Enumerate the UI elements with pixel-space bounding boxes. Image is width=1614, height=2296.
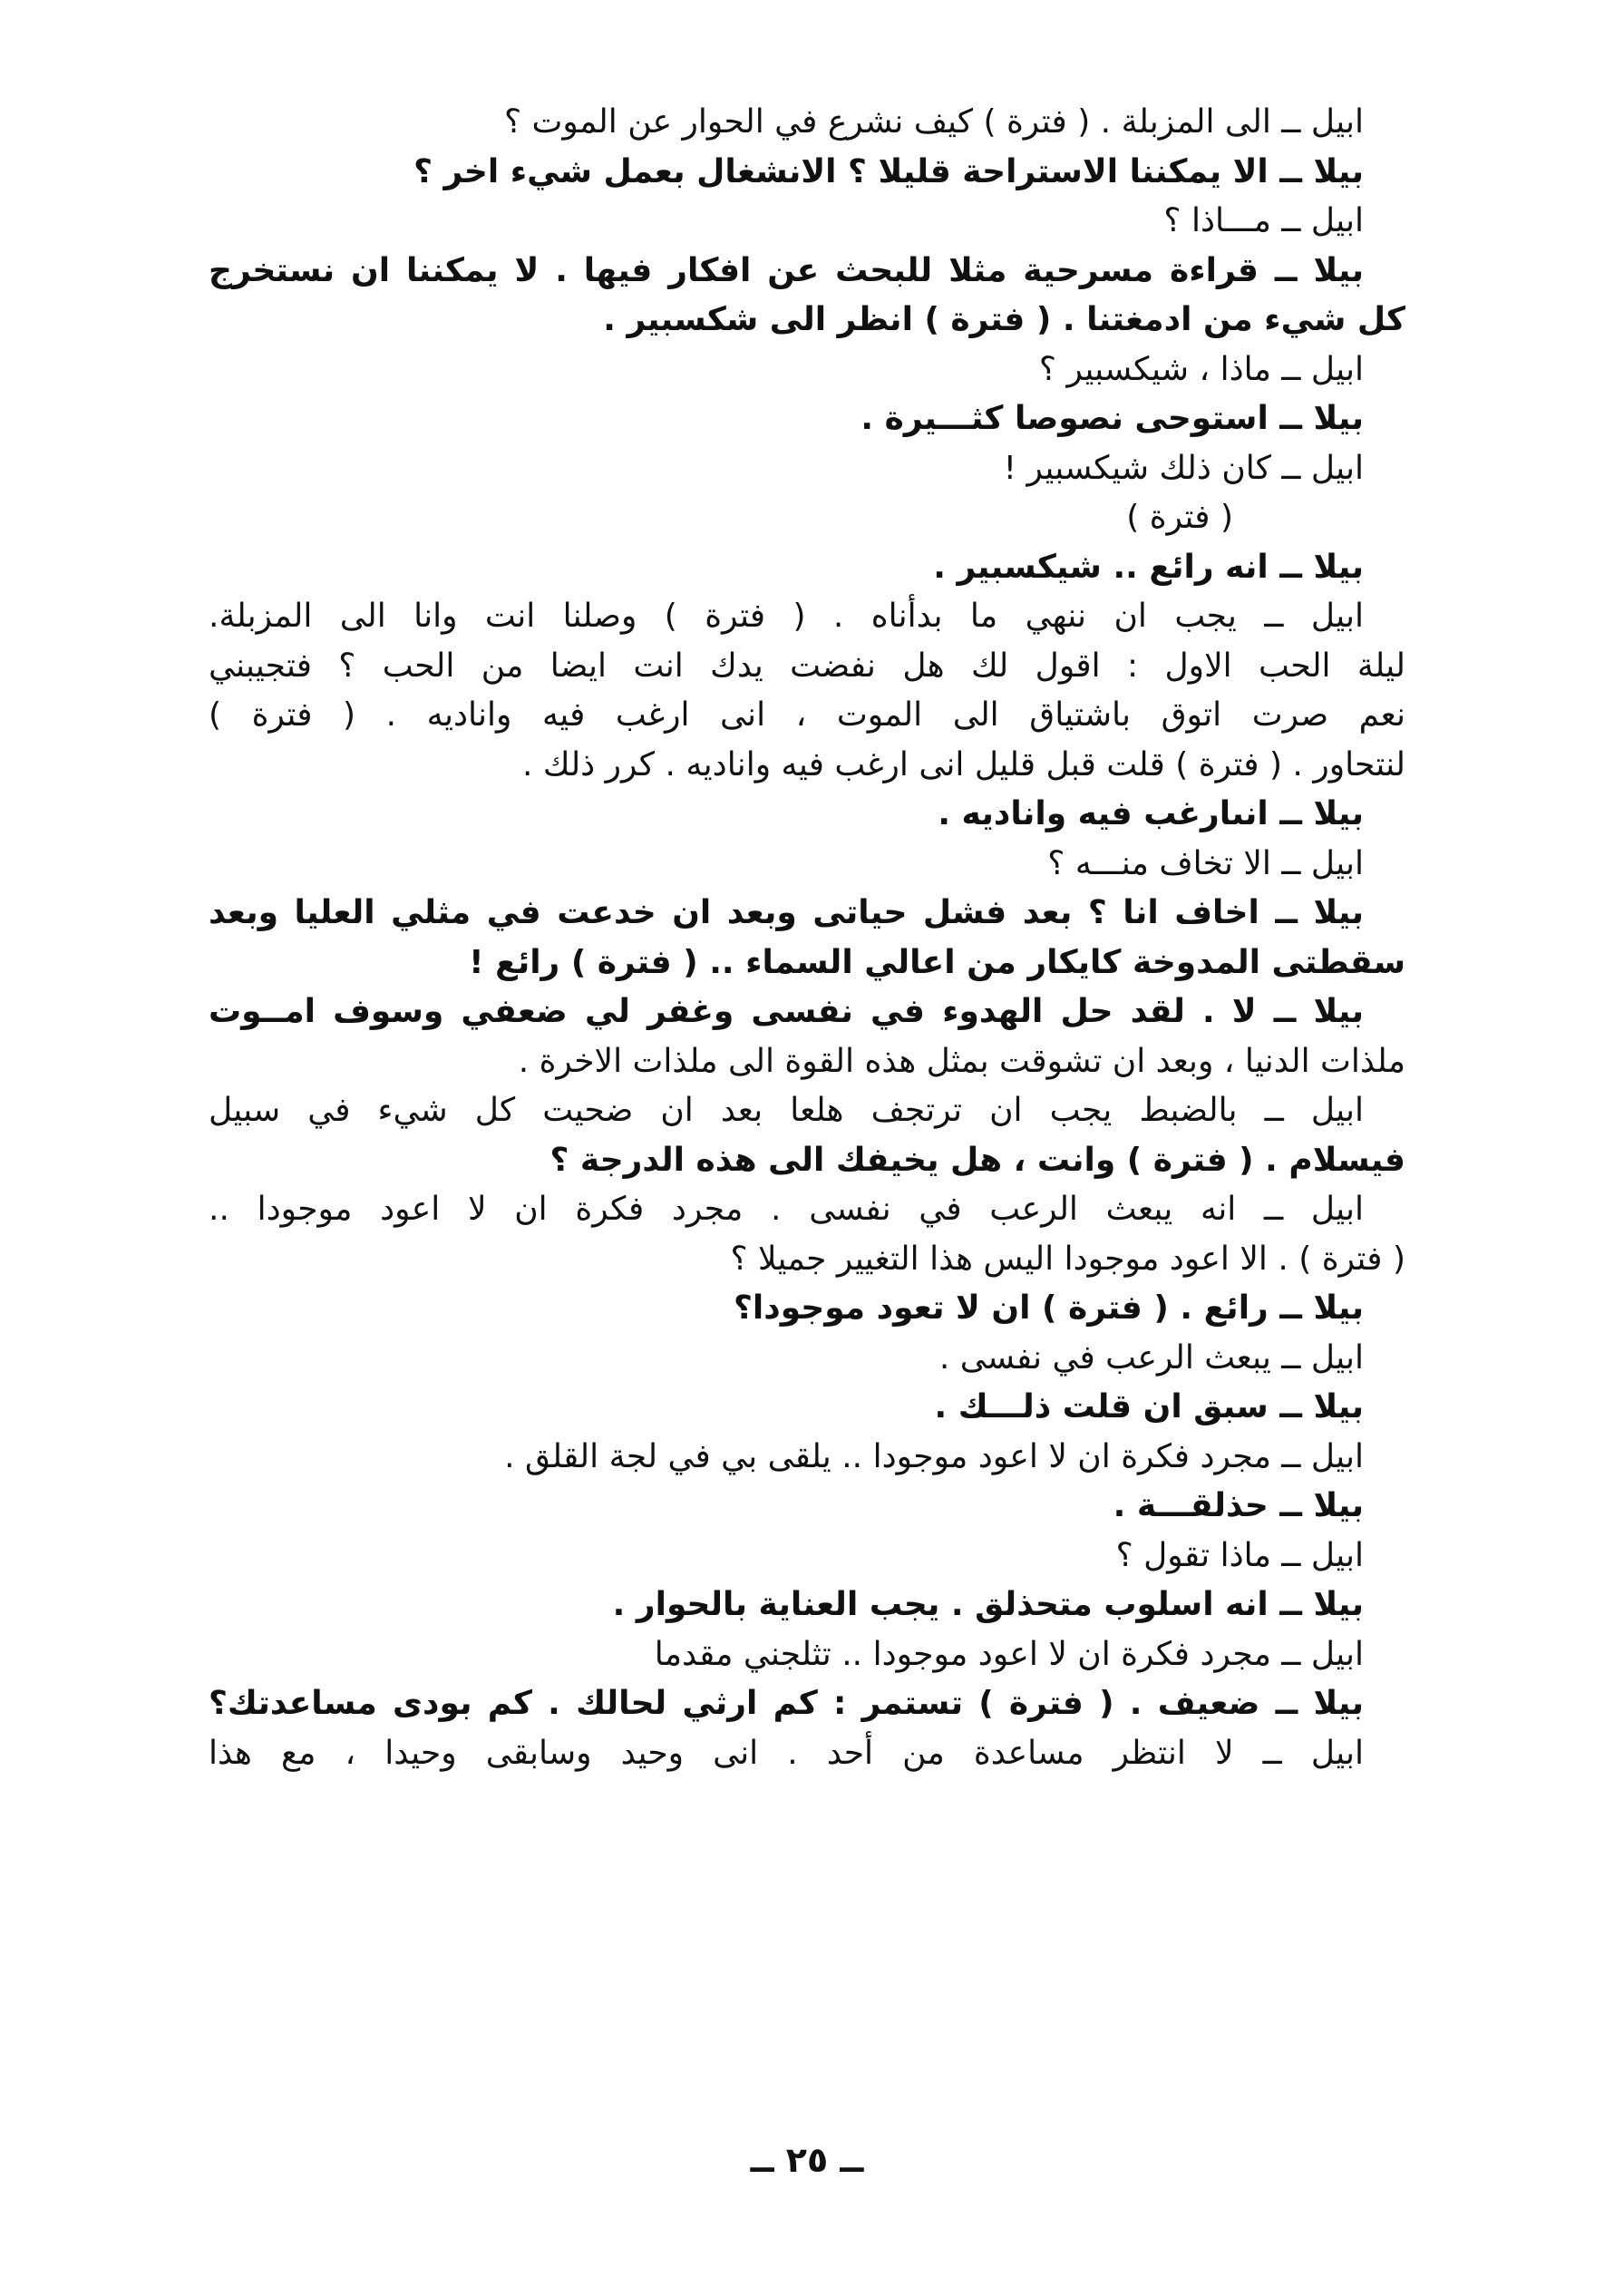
text-line: بيلا ــ لا . لقد حل الهدوء في نفسى وغفر لي ضعفي وسوف امــوت — [209, 993, 1364, 1030]
text-line: ابيل ــ الا تخاف منـــه ؟ — [1047, 844, 1364, 882]
text-line: نعم صرت اتوق باشتياق الى الموت ، انى ارغب فيه واناديه . ( فترة ) — [209, 696, 1405, 734]
text-line: ابيل ــ لا انتظر مساعدة من أحد . انى وحيد وسابقى وحيدا ، مع هذا — [209, 1734, 1364, 1772]
text-line: بيلا ــ سبق ان قلت ذلـــك . — [934, 1388, 1364, 1425]
text-line: بيلا ــ انه رائع .. شيكسبير . — [933, 548, 1364, 586]
text-line: ابيل ــ ماذا تقول ؟ — [1115, 1536, 1364, 1574]
text-line: ابيل ــ مـــاذا ؟ — [1163, 202, 1364, 239]
text-line: ابيل ــ انه يبعث الرعب في نفسى . مجرد فكرة ان لا اعود موجودا .. — [209, 1191, 1364, 1228]
text-line: ليلة الحب الاول : اقول لك هل نفضت يدك انت ايضا من الحب ؟ فتجيبني — [209, 647, 1405, 685]
text-line: كل شيء من ادمغتنا . ( فترة ) انظر الى شكسبير . — [603, 301, 1405, 338]
text-line: بيلا ــ انه اسلوب متحذلق . يجب العناية بالحوار . — [612, 1586, 1364, 1623]
text-line: بيلا ــ حذلقـــة . — [1113, 1487, 1364, 1524]
text-line: ملذات الدنيا ، وبعد ان تشوقت بمثل هذه القوة الى ملذات الاخرة . — [518, 1042, 1405, 1080]
text-line: ابيل ــ الى المزبلة . ( فترة ) كيف نشرع في الحوار عن الموت ؟ — [503, 103, 1364, 141]
text-line: بيلا ــ قراءة مسرحية مثلا للبحث عن افكار فيها . لا يمكننا ان نستخرج — [209, 251, 1364, 289]
text-line: ( فترة ) . الا اعود موجودا اليس هذا التغيير جميلا ؟ — [730, 1240, 1405, 1278]
text-line: ابيل ــ مجرد فكرة ان لا اعود موجودا .. تثلجني مقدما — [654, 1635, 1364, 1673]
page-body-text — [209, 98, 1405, 1778]
text-line: ابيل ــ بالضبط يجب ان ترتجف هلعا بعد ان ضحيت كل شيء في سبيل — [209, 1092, 1364, 1129]
page-number: ــ ٢٥ ــ — [750, 2140, 864, 2180]
text-line: ابيل ــ كان ذلك شيكسبير ! — [1003, 449, 1364, 487]
text-line: بيلا ــ رائع . ( فترة ) ان لا تعود موجودا؟ — [734, 1289, 1364, 1327]
text-line: سقطتى المدوخة كايكار من اعالي السماء .. ( فترة ) رائع ! — [469, 943, 1405, 981]
text-line: ابيل ــ يجب ان ننهي ما بدأناه . ( فترة ) وصلنا انت وانا الى المزبلة. — [209, 598, 1364, 635]
text-line: ابيل ــ ماذا ، شيكسبير ؟ — [1038, 350, 1364, 388]
text-line: بيلا ــ اخاف انا ؟ بعد فشل حياتى وبعد ان خدعت في مثلي العليا وبعد — [209, 894, 1364, 931]
text-line: ( فترة ) — [1126, 499, 1233, 536]
text-line: لنتحاور . ( فترة ) قلت قبل قليل انى ارغب فيه واناديه . كرر ذلك . — [521, 745, 1405, 783]
text-line: بيلا ــ انىارغب فيه واناديه . — [938, 795, 1364, 832]
text-line: بيلا ــ الا يمكننا الاستراحة قليلا ؟ الانشغال بعمل شيء اخر ؟ — [413, 152, 1364, 190]
text-line: ابيل ــ مجرد فكرة ان لا اعود موجودا .. يلقى بي في لجة القلق . — [504, 1437, 1364, 1475]
text-line: بيلا ــ استوحى نصوصا كثـــيرة . — [860, 400, 1364, 437]
text-line: فيسلام . ( فترة ) وانت ، هل يخيفك الى هذه الدرجة ؟ — [549, 1141, 1405, 1179]
text-line: بيلا ــ ضعيف . ( فترة ) تستمر : كم ارثي لحالك . كم بودى مساعدتك؟ — [209, 1685, 1364, 1722]
text-line: ابيل ــ يبعث الرعب في نفسى . — [938, 1338, 1364, 1377]
